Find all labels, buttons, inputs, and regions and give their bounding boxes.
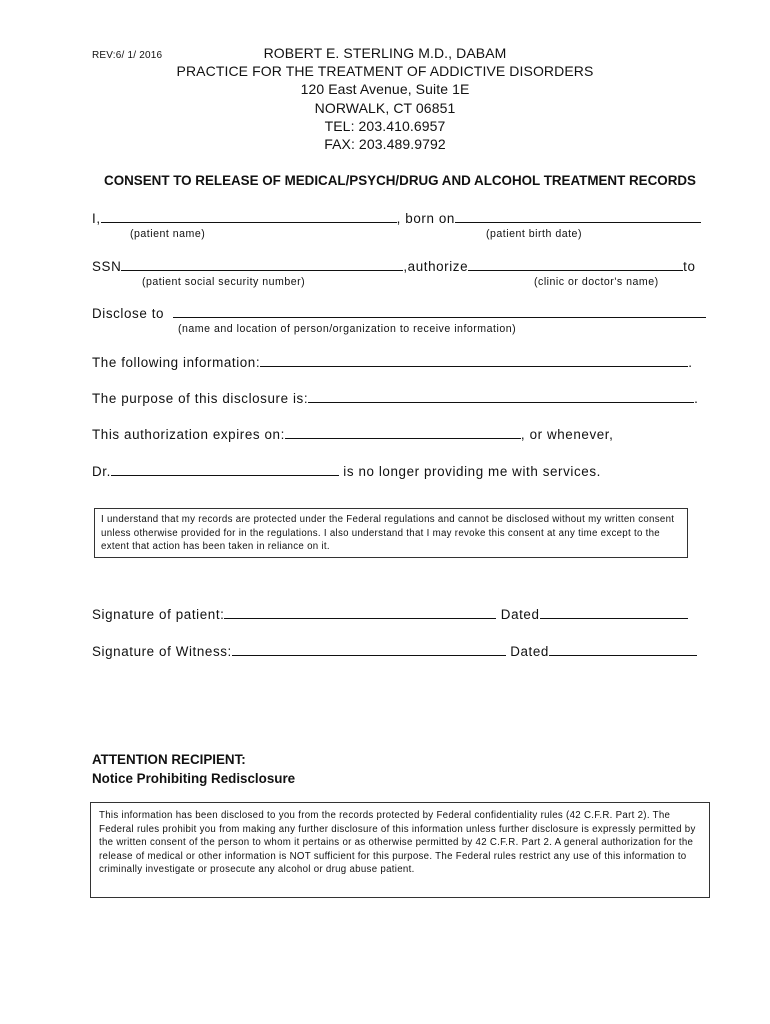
expires-label: This authorization expires on: [92,427,285,442]
expiration-field[interactable] [285,426,521,439]
fax: FAX: 203.489.9792 [324,136,446,153]
understanding-text: I understand that my records are protected under the Federal regulations and cannot be disclosed without my written consent unless otherwise provided for in the regulations. I also understand that I may revoke this consent at any time except to the extent that action has been taken in reliance on it. [101,514,675,553]
doctor-name: ROBERT E. STERLING M.D., DABAM [263,45,507,61]
ssn-hint: (patient social security number) [142,276,306,288]
witness-dated-label: Dated [510,644,549,659]
witness-signature-row [92,643,697,659]
ssn-label: SSN [92,259,122,274]
information-label: The following information: [92,355,261,370]
telephone: TEL: 203.410.6957 [324,117,446,134]
ssn-row [92,258,696,274]
practice-header [0,44,770,153]
to-label: to [683,259,696,274]
expiration-row [92,426,613,442]
no-longer-label: is no longer providing me with services. [343,464,601,479]
attention-block [92,750,295,788]
street-address: 120 East Avenue, Suite 1E [300,81,470,98]
purpose-field[interactable] [308,390,694,403]
birth-date-hint: (patient birth date) [486,228,582,240]
disclose-to-field[interactable] [173,305,706,318]
ssn-field[interactable] [121,258,403,271]
attention-heading: ATTENTION RECIPIENT: [92,752,246,767]
i-label: I, [92,211,101,226]
clinic-name-field[interactable] [468,258,683,271]
patient-signature-label: Signature of patient: [92,607,225,622]
redisclosure-notice-box [90,802,710,898]
witness-signature-label: Signature of Witness: [92,644,232,659]
information-row [92,354,693,370]
period: . [694,391,699,406]
patient-name-hint: (patient name) [130,228,206,240]
patient-name-field[interactable] [101,210,397,223]
patient-signature-row [92,606,688,622]
disclose-label: Disclose to [92,306,165,321]
patient-date-field[interactable] [540,606,688,619]
whenever-label: , or whenever, [520,427,614,442]
patient-name-row [92,210,701,226]
purpose-row [92,390,698,406]
patient-dated-label: Dated [500,607,540,622]
understanding-box [94,508,688,558]
born-label: , born on [396,211,455,226]
revision-date: REV:6/ 1/ 2016 [92,50,163,61]
birth-date-field[interactable] [455,210,701,223]
disclose-row [92,305,706,321]
doctor-name-field[interactable] [111,463,339,476]
form-title: CONSENT TO RELEASE OF MEDICAL/PSYCH/DRUG AND ALCOHOL TREATMENT RECORDS [104,173,696,188]
redisclosure-notice-text: This information has been disclosed to you from the records protected by Federal confidentiality rules (42 C.F.R. Part 2). The Federal rules prohibit you from making any further disclosure of this information unless further disclosure is expressly permitted by the written consent of the person to whom it pertains or as otherwise permitted by 42 C.F.R. Part 2. A general authorization for the release of medical or other information is NOT sufficient for this purpose. The Federal rules restrict any use of this information to criminally investigate or prosecute any alcohol or drug abuse patient. [99,810,696,876]
attention-subheading: Notice Prohibiting Redisclosure [92,771,296,786]
authorize-label: ,authorize [403,259,469,274]
witness-signature-field[interactable] [232,643,506,656]
period: . [688,355,693,370]
patient-signature-field[interactable] [224,606,496,619]
city-address: NORWALK, CT 06851 [314,99,456,116]
purpose-label: The purpose of this disclosure is: [92,391,309,406]
witness-date-field[interactable] [549,643,697,656]
practice-name: PRACTICE FOR THE TREATMENT OF ADDICTIVE DISORDERS [176,63,594,80]
doctor-row [92,463,601,479]
clinic-hint: (clinic or doctor's name) [534,276,659,288]
disclose-hint: (name and location of person/organization to receive information) [178,323,517,335]
information-field[interactable] [260,354,688,367]
dr-label: Dr. [92,464,111,479]
